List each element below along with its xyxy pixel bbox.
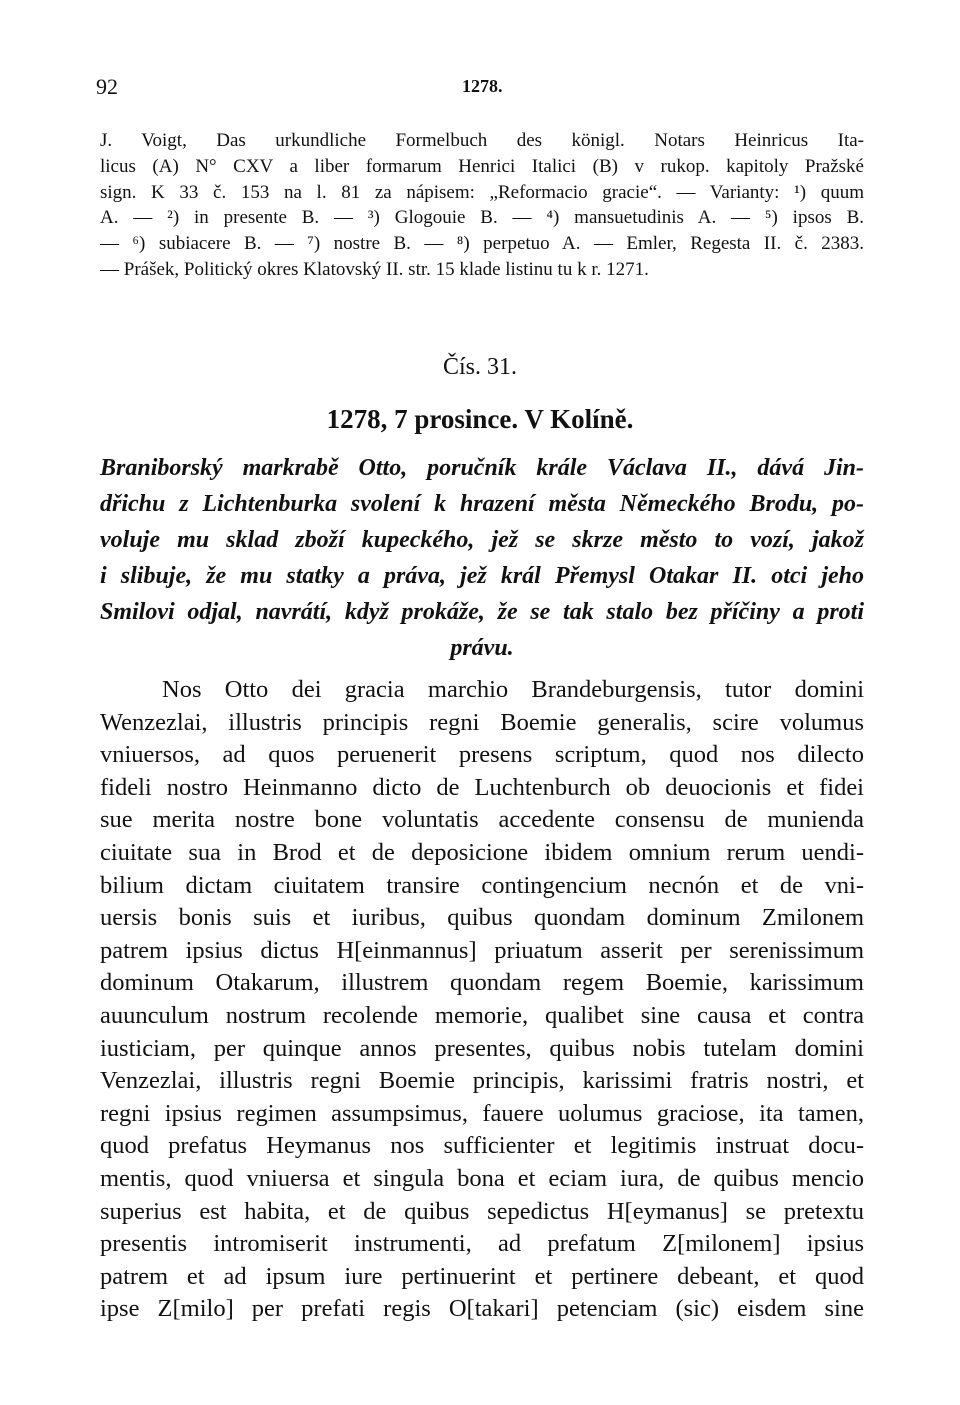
text-line: Wenzezlai, illustris principis regni Boemie generalis, scire volumus bbox=[100, 708, 864, 736]
regest-line: Braniborský markrabě Otto, poručník krále Václava II., dává Jin- bbox=[100, 455, 864, 481]
charter-text bbox=[100, 674, 864, 1326]
text-line: Nos Otto dei gracia marchio Brandeburgensis, tutor domini bbox=[162, 676, 864, 703]
note-line: J. Voigt, Das urkundliche Formelbuch des königl. Notars Heinricus Ita- bbox=[100, 130, 864, 151]
regest-line: Smilovi odjal, navrátí, když prokáže, že se tak stalo bez příčiny a proti bbox=[100, 599, 864, 625]
text-line: presentis intromiserit instrumenti, ad prefatum Z[milonem] ipsius bbox=[100, 1230, 864, 1258]
text-line: uersis bonis suis et iuribus, quibus quondam dominum Zmilonem bbox=[100, 904, 864, 932]
text-line: dominum Otakarum, illustrem quondam regem Boemie, karissimum bbox=[100, 969, 864, 997]
text-line: auunculum nostrum recolende memorie, qualibet sine causa et contra bbox=[100, 1001, 864, 1029]
page-number: 92 bbox=[96, 74, 118, 99]
text-line: iusticiam, per quinque annos presentes, quibus nobis tutelam domini bbox=[100, 1034, 864, 1062]
text-line: mentis, quod vniuersa et singula bona et eciam iura, de quibus mencio bbox=[100, 1164, 864, 1192]
text-line: Venzezlai, illustris regni Boemie principis, karissimi fratris nostri, et bbox=[100, 1067, 864, 1095]
running-head: 1278. bbox=[462, 76, 503, 96]
footnotes-block bbox=[100, 128, 864, 283]
text-line: patrem ipsius dictus H[einmannus] priuatum asserit per serenissimum bbox=[100, 936, 864, 964]
text-line: sue merita nostre bone voluntatis accedente consensu de munienda bbox=[100, 806, 864, 834]
regest-line: dřichu z Lichtenburka svolení k hrazení města Německého Brodu, po- bbox=[100, 491, 864, 517]
note-line: — Prášek, Politický okres Klatovský II. str. 15 klade listinu tu k r. 1271. bbox=[100, 258, 649, 280]
regest-summary bbox=[100, 450, 864, 666]
regest-line: právu. bbox=[450, 635, 514, 661]
text-line: regni ipsius regimen assumpsimus, fauere uolumus graciose, ita tamen, bbox=[100, 1099, 864, 1127]
text-line: quod prefatus Heymanus nos sufficienter et legitimis instruat docu- bbox=[100, 1132, 864, 1160]
document-date-place: 1278, 7 prosince. V Kolíně. bbox=[326, 404, 634, 434]
text-line: ciuitate sua in Brod et de deposicione ibidem omnium rerum uendi- bbox=[100, 838, 864, 866]
text-line: superius est habita, et de quibus sepedictus H[eymanus] se pretextu bbox=[100, 1197, 864, 1225]
regest-line: i slibuje, že mu statky a práva, jež král Přemysl Otakar II. otci jeho bbox=[100, 563, 864, 589]
note-line: — ⁶) subiacere B. — ⁷) nostre B. — ⁸) perpetuo A. — Emler, Regesta II. č. 2383. bbox=[100, 233, 864, 255]
text-line: ipse Z[milo] per prefati regis O[takari] petenciam (sic) eisdem sine bbox=[100, 1295, 864, 1323]
text-line: fideli nostro Heinmanno dicto de Luchtenburch ob deuocionis et fidei bbox=[100, 773, 864, 801]
text-line: patrem et ad ipsum iure pertinuerint et pertinere debeant, et quod bbox=[100, 1262, 864, 1290]
note-line: licus (A) N° CXV a liber formarum Henrici Italici (B) v rukop. kapitoly Pražské bbox=[100, 155, 864, 177]
regest-line: voluje mu sklad zboží kupeckého, jež se skrze město to vozí, jakož bbox=[100, 527, 864, 553]
text-line: vniuersos, ad quos peruenerit presens scriptum, quod nos dilecto bbox=[100, 741, 864, 769]
text-line: bilium dictam ciuitatem transire contingencium necnón et de vni- bbox=[100, 871, 864, 899]
document-number: Čís. 31. bbox=[442, 354, 517, 380]
note-line: A. — ²) in presente B. — ³) Glogouie B. — ⁴) mansuetudinis A. — ⁵) ipsos B. bbox=[100, 207, 864, 229]
note-line: sign. K 33 č. 153 na l. 81 za nápisem: „Reformacio gracie“. — Varianty: ¹) quum bbox=[100, 181, 864, 203]
